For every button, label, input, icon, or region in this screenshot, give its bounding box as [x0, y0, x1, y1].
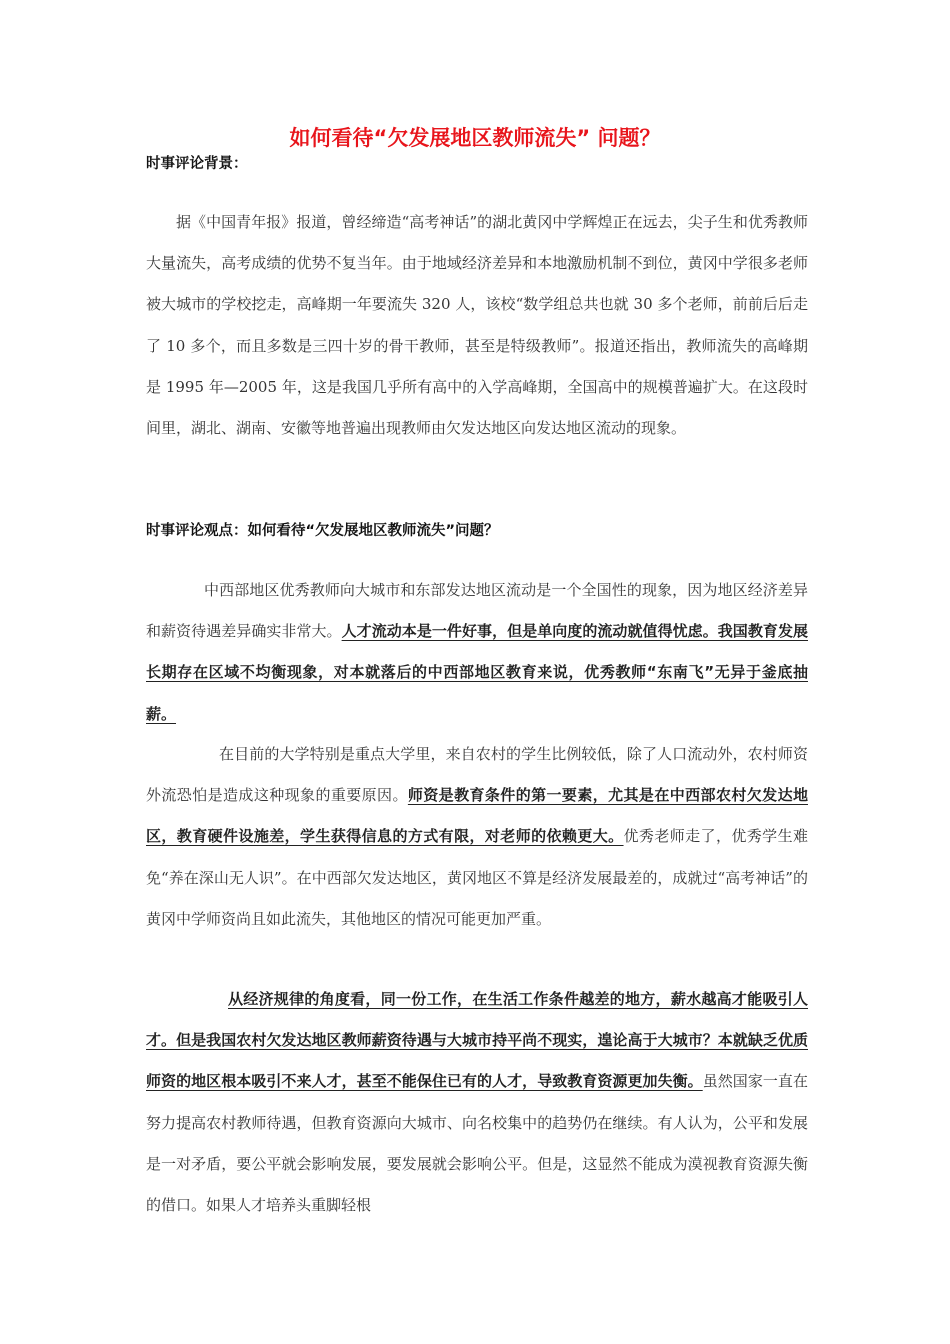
background-heading: 时事评论背景：	[146, 156, 248, 172]
opinion-heading: 时事评论观点：如何看待“欠发展地区教师流失”问题？	[146, 523, 499, 539]
opinion-p3-emphasis: 从经济规律的角度看，同一份工作，在生活工作条件越差的地方，薪水越高才能吸引人才。但是我国农村欠发达地区教师薪资待遇与大城市持平尚不现实，遑论高于大城市？本就缺乏优质师资的地区根本吸引不来人才，甚至不能保住已有的人才，导致教育资源更加失衡。	[146, 990, 808, 1091]
background-paragraph: 据《中国青年报》报道，曾经缔造“高考神话”的湖北黄冈中学辉煌正在远去，尖子生和优秀教师大量流失，高考成绩的优势不复当年。由于地域经济差异和本地激励机制不到位，黄冈中学很多老师被大城市的学校挖走，高峰期一年要流失 320 人，该校“数学组总共也就 30 多个老师，前前后后走了 10 多个，而且多数是三四十岁的骨干教师，甚至是特级教师”。报道还指出，教师流失的高峰期是 1995 年—2005 年，这是我国几乎所有高中的入学高峰期，全国高中的规模普遍扩大。在这段时间里，湖北、湖南、安徽等地普遍出现教师由欠发达地区向发达地区流动的现象。	[146, 213, 808, 438]
opinion-p2-emphasis: 师资是教育条件的第一要素，尤其是在中西部农村欠发达地区，教育硬件设施差，学生获得信息的方式有限，对老师的依赖更大。	[146, 786, 808, 846]
opinion-p2-text-a: 在目前的大学特别是重点大学里，来自农村的学生比例较低，除了人口流动外，农村师资外流恐怕是造成这种现象的重要原因。	[146, 745, 808, 805]
opinion-p2-text-b: 优秀老师走了，优秀学生难免“养在深山无人识”。在中西部欠发达地区，黄冈地区不算是经济发展最差的，成就过“高考神话”的黄冈中学师资尚且如此流失，其他地区的情况可能更加严重。	[146, 827, 808, 928]
opinion-paragraph-3	[146, 979, 808, 1226]
document-title: 如何看待“欠发展地区教师流失” 问题？	[289, 126, 661, 150]
opinion-p1-text: 中西部地区优秀教师向大城市和东部发达地区流动是一个全国性的现象，因为地区经济差异和薪资待遇差异确实非常大。	[146, 581, 808, 641]
opinion-p1-emphasis: 人才流动本是一件好事，但是单向度的流动就值得忧虑。我国教育发展长期存在区域不均衡现象，对本就落后的中西部地区教育来说，优秀教师“东南飞”无异于釜底抽薪。	[146, 622, 808, 723]
opinion-p3-text: 虽然国家一直在努力提高农村教师待遇，但教育资源向大城市、向名校集中的趋势仍在继续。有人认为，公平和发展是一对矛盾，要公平就会影响发展，要发展就会影响公平。但是，这显然不能成为漠视教育资源失衡的借口。如果人才培养头重脚轻根	[146, 1072, 808, 1215]
opinion-paragraph-2	[146, 734, 808, 940]
opinion-paragraph-1	[146, 570, 808, 735]
